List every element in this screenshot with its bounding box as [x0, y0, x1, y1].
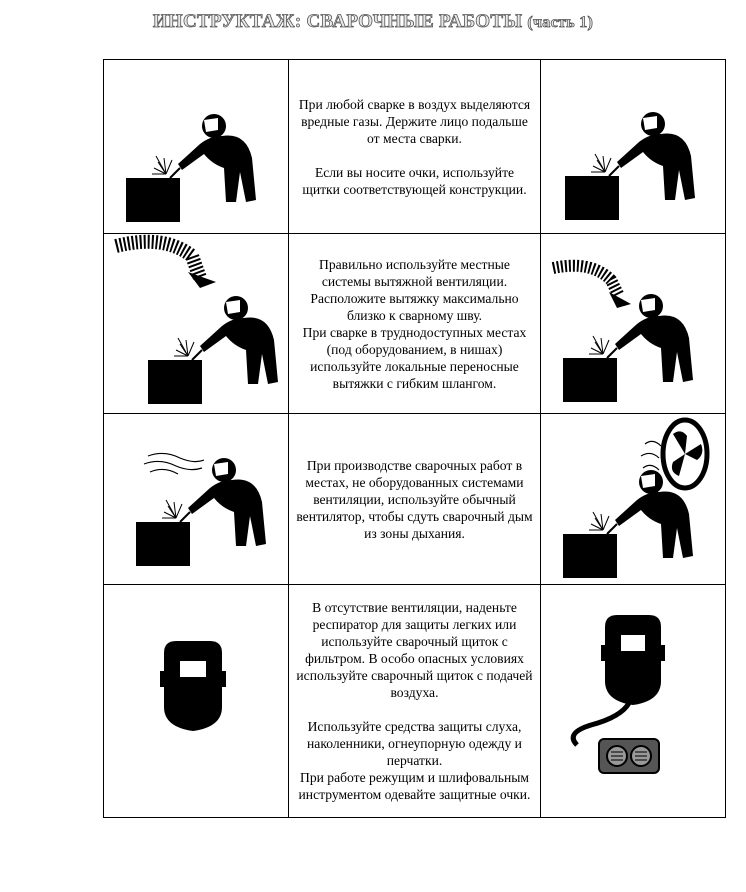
instruction-paragraph: При работе режущим и шлифовальным инструментом одевайте защитные очки. — [298, 770, 531, 802]
illustration-cell — [540, 60, 725, 234]
illustration-cell — [540, 585, 725, 818]
instruction-paragraph: При сварке в труднодоступных местах (под оборудованием, в нишах) используйте локальные переносные вытяжки с гибким шлангом. — [302, 324, 527, 391]
illustration-cell — [104, 234, 289, 414]
title-main: ИНСТРУКТАЖ: СВАРОЧНЫЕ РАБОТЫ — [152, 11, 523, 32]
illustration-cell — [540, 414, 725, 585]
table-row — [104, 234, 726, 414]
welder-face-away-icon — [104, 60, 286, 233]
welder-flexible-hose-icon — [541, 234, 729, 413]
title-sub: (часть 1) — [527, 14, 594, 31]
instruction-paragraph: Если вы носите очки, используйте щитки соответствующей конструкции. — [302, 164, 527, 197]
instruction-text-cell — [289, 414, 541, 585]
welder-exhaust-hood-icon — [104, 234, 286, 413]
illustration-cell — [104, 585, 289, 818]
instruction-paragraph: Используйте средства защиты слуха, наколенники, огнеупорную одежду и перчатки. — [307, 719, 522, 768]
instruction-text-cell — [289, 60, 541, 234]
welder-fan-icon — [541, 414, 729, 584]
instruction-paragraph: В отсутствие вентиляции, наденьте респиратор для защиты легких или используйте сварочный щиток с фильтром. В особо опасных условиях используйте сварочный щиток с подачей воздуха. — [296, 600, 533, 700]
table-row — [104, 585, 726, 818]
welder-fumes-icon — [104, 414, 286, 584]
table-row — [104, 60, 726, 234]
welder-upright-icon — [541, 60, 729, 233]
illustration-cell — [540, 234, 725, 414]
instruction-paragraph: При любой сварке в воздух выделяются вредные газы. Держите лицо подальше от места сварки. — [298, 96, 531, 146]
air-supply-mask-icon — [541, 585, 729, 817]
welding-mask-icon — [104, 585, 286, 817]
page-title — [0, 11, 746, 33]
instruction-table — [103, 59, 726, 818]
instruction-text-cell — [289, 585, 541, 818]
table-row — [104, 414, 726, 585]
instruction-paragraph: Правильно используйте местные системы вытяжной вентиляции. Расположите вытяжку максимально близко к сварному шву. — [310, 256, 519, 323]
instruction-paragraph: При производстве сварочных работ в местах, не оборудованных системами вентиляции, используйте обычный вентилятор, чтобы сдуть сварочный дым из зоны дыхания. — [296, 457, 533, 541]
illustration-cell — [104, 414, 289, 585]
illustration-cell — [104, 60, 289, 234]
instruction-text-cell — [289, 234, 541, 414]
